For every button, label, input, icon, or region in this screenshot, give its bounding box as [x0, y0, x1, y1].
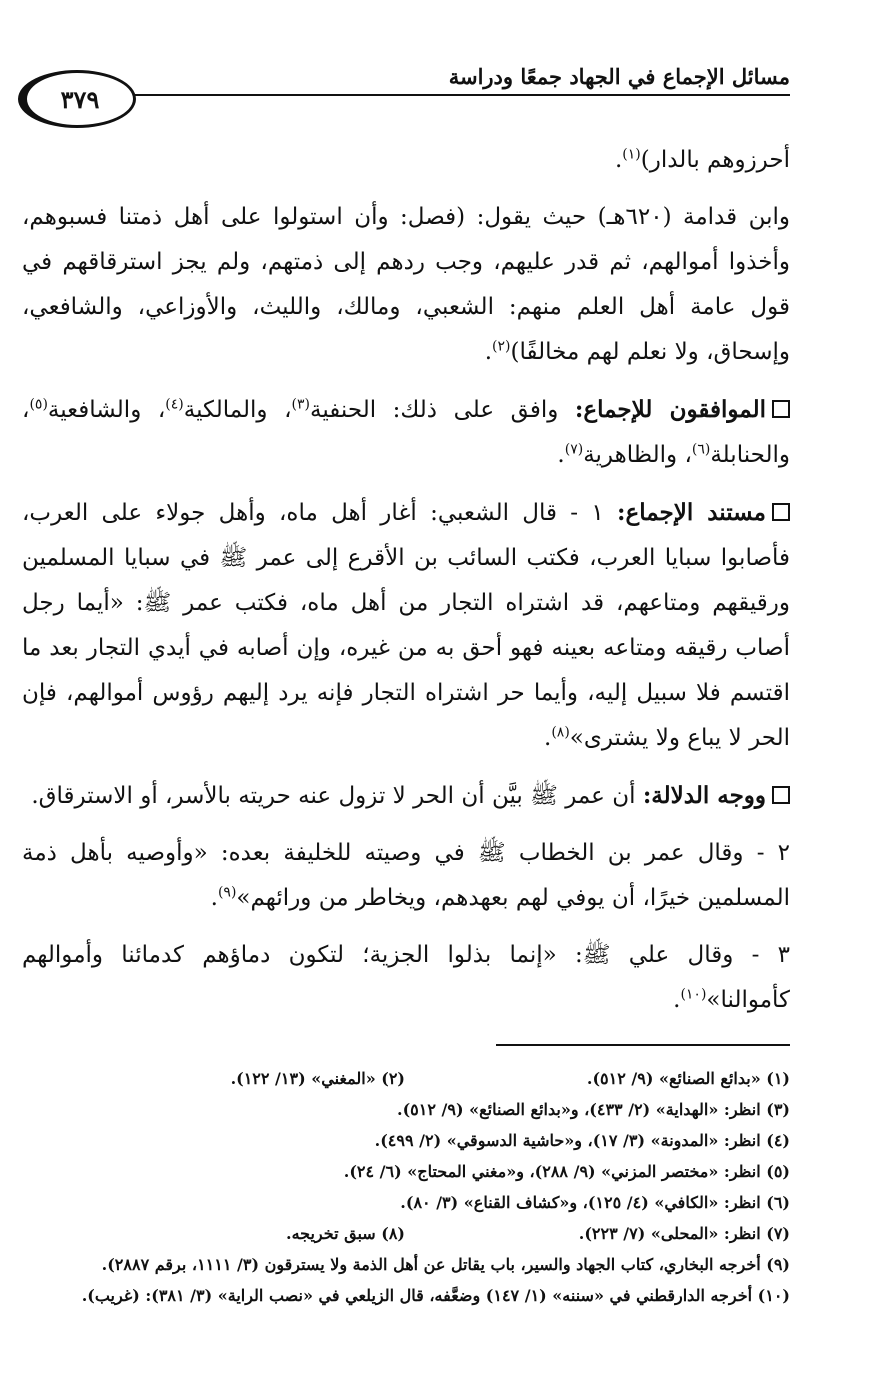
section-label: ووجه الدلالة:	[642, 782, 766, 809]
paragraph-basis	[22, 490, 790, 761]
footnote-ref: (٣)	[291, 396, 310, 413]
footnote-row	[20, 1063, 790, 1094]
paragraph-text: أن عمر ﷺ بيَّن أن الحر لا تزول عنه حريته بالأسر، أو الاسترقاق.	[31, 783, 643, 809]
footnotes	[20, 1063, 790, 1311]
footnote-separator	[496, 1044, 790, 1046]
footnote-ref: (١)	[622, 146, 641, 163]
page-number: ٣٧٩	[60, 84, 100, 114]
footnote-ref: (٥)	[29, 396, 48, 413]
footnote-1: (١) «بدائع الصنائع» (٩/ ٥١٢).	[586, 1069, 790, 1088]
section-label: مستند الإجماع:	[616, 499, 767, 526]
paragraph-text: ٢ - وقال عمر بن الخطاب ﷺ في وصيته للخليفة بعده: «وأوصيه بأهل ذمة المسلمين خيرًا، أن يوفي لهم بعهدهم، ويخاطر من ورائهم»	[22, 840, 790, 911]
section-label: الموافقون للإجماع:	[574, 396, 766, 423]
footnote-row	[20, 1218, 790, 1249]
paragraph-text: أحرزوهم بالدار)	[640, 147, 790, 173]
footnote-3: (٣) انظر: «الهداية» (٢/ ٤٣٣)، و«بدائع الصنائع» (٩/ ٥١٢).	[397, 1100, 790, 1119]
paragraph-text: وابن قدامة (٦٢٠هـ) حيث يقول: (فصل: وأن استولوا على أهل ذمتنا فسبوهم، وأخذوا أموالهم، ثم قدر عليهم، وجب ردهم إلى ذمتهم، ولم يجز استرقاقهم في قول عامة أهل العلم منهم: الشعبي، ومالك، والليث، والأوزاعي، والشافعي، وإسحاق، ولا نعلم لهم مخالفًا)	[22, 204, 790, 365]
footnote-5: (٥) انظر: «مختصر المزني» (٩/ ٢٨٨)، و«مغني المحتاج» (٦/ ٢٤).	[343, 1162, 790, 1181]
paragraph-evidence	[22, 773, 790, 819]
footnote-8: (٨) سبق تخريجه.	[286, 1224, 405, 1243]
footnote-ref: (٨)	[551, 724, 570, 741]
paragraph-7	[22, 933, 790, 1023]
header-rule	[118, 94, 790, 96]
footnote-ref: (٢)	[492, 338, 511, 355]
square-bullet-icon	[772, 503, 790, 521]
paragraph-end: .	[673, 987, 681, 1013]
paragraph-text: ٣ - وقال علي ﷺ: «إنما بذلوا الجزية؛ لتكون دماؤهم كدمائنا وأموالهم كأموالنا»	[22, 942, 790, 1013]
paragraph-2	[22, 195, 790, 375]
footnote-ref: (٤)	[165, 396, 184, 413]
running-title: مسائل الإجماع في الجهاد جمعًا ودراسة	[448, 64, 790, 89]
footnote-7: (٧) انظر: «المحلى» (٧/ ٢٢٣).	[578, 1224, 790, 1243]
footnote-2: (٢) «المغني» (١٣/ ١٢٢).	[230, 1069, 405, 1088]
paragraph-text: وافق على ذلك: الحنفية	[310, 397, 575, 423]
paragraph-agreeing	[22, 387, 790, 478]
square-bullet-icon	[772, 786, 790, 804]
footnote-ref: (١٠)	[680, 986, 707, 1003]
page-number-oval	[18, 70, 136, 128]
footnote-ref: (٦)	[691, 441, 711, 458]
paragraph-end: .	[544, 725, 552, 751]
paragraph-text: ، والظاهرية	[583, 442, 692, 468]
paragraph-text: ، والمالكية	[183, 397, 292, 423]
paragraph-end: .	[614, 147, 623, 173]
footnote-4: (٤) انظر: «المدونة» (٣/ ١٧)، و«حاشية الدسوقي» (٢/ ٤٩٩).	[374, 1131, 790, 1150]
footnote-ref: (٧)	[564, 441, 584, 458]
footnote-ref: (٩)	[217, 884, 237, 901]
footnote-9: (٩) أخرجه البخاري، كتاب الجهاد والسير، باب يقاتل عن أهل الذمة ولا يسترقون (٣/ ١١١١، برقم ٢٨٨٧).	[101, 1255, 790, 1274]
paragraph-6	[22, 831, 790, 921]
paragraph-text: ، والحنابلة	[22, 397, 790, 468]
paragraph-end: .	[210, 885, 218, 911]
footnote-6: (٦) انظر: «الكافي» (٤/ ١٢٥)، و«كشاف القناع» (٣/ ٨٠).	[400, 1193, 790, 1212]
square-bullet-icon	[772, 400, 790, 418]
paragraph-text: ، والشافعية	[47, 397, 166, 423]
main-text	[22, 138, 790, 1035]
paragraph-1	[22, 138, 790, 183]
page-header	[18, 52, 790, 144]
footnote-10: (١٠) أخرجه الدارقطني في «سننه» (١/ ١٤٧) وضعَّفه، قال الزيلعي في «نصب الراية» (٣/ ٣٨١): (غريب).	[81, 1286, 790, 1305]
paragraph-end: .	[484, 339, 493, 365]
paragraph-end: .	[557, 442, 565, 468]
paragraph-text: ١ - قال الشعبي: أغار أهل ماه، وأهل جولاء على العرب، فأصابوا سبايا العرب، فكتب السائب بن الأقرع إلى عمر ﷺ في سبايا المسلمين ورقيقهم ومتاعهم، قد اشتراه التجار من أهل ماه، فكتب عمر ﷺ: «أيما رجل أصاب رقيقه ومتاعه بعينه فهو أحق به من غيره، وإن أصابه في أيدي التجار بعد ما اقتسم فلا سبيل إليه، وأيما حر اشتراه التجار فإنه يرد إليهم رؤوس أموالهم، فإن الحر لا يباع ولا يشترى»	[22, 500, 790, 751]
